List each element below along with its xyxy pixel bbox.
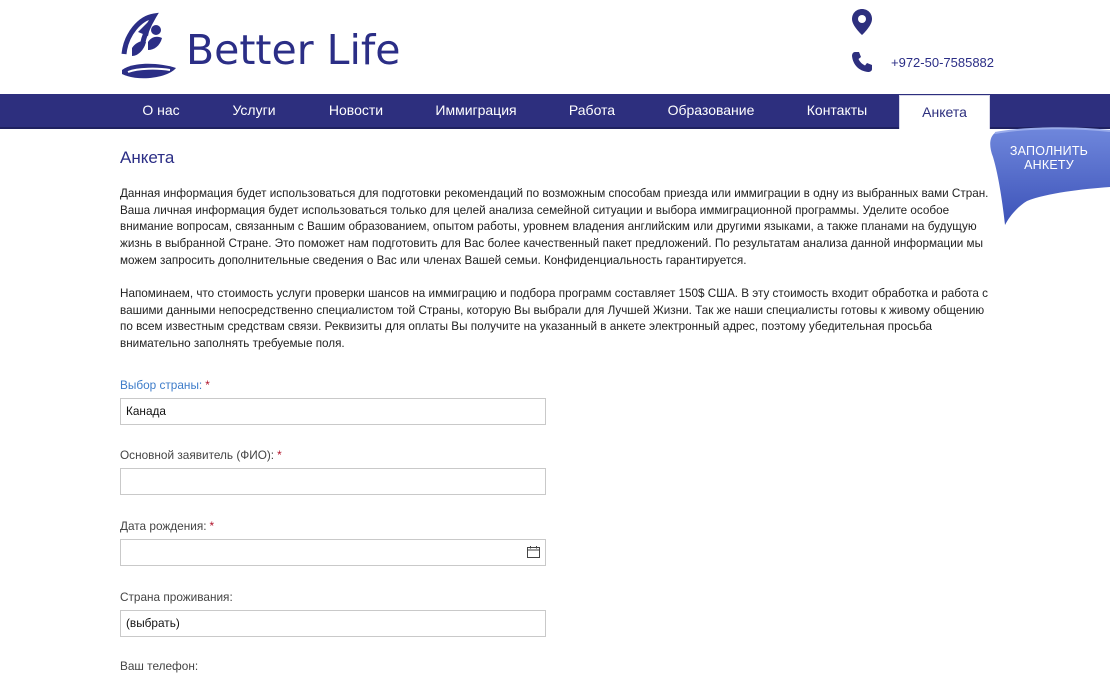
logo-emblem-icon <box>118 12 180 88</box>
residence-label: Страна проживания: <box>120 590 233 604</box>
birthdate-label-text: Дата рождения: <box>120 519 207 533</box>
nav-item-about[interactable]: О нас <box>142 102 180 118</box>
country-select[interactable]: Канада <box>120 398 546 425</box>
nav-item-questionnaire[interactable]: Анкета <box>899 95 990 129</box>
page-title: Анкета <box>120 148 175 167</box>
fill-questionnaire-badge[interactable] <box>987 127 1110 227</box>
calendar-icon[interactable] <box>527 546 540 558</box>
required-mark: * <box>205 378 210 392</box>
location-pin-icon[interactable] <box>850 8 874 36</box>
nav-item-work[interactable]: Работа <box>568 102 616 118</box>
birthdate-input[interactable] <box>120 539 546 566</box>
required-mark: * <box>277 448 282 462</box>
applicant-label-text: Основной заявитель (ФИО): <box>120 448 275 462</box>
phone-icon <box>850 50 874 74</box>
logo-text: Better Life <box>186 26 401 74</box>
applicant-name-input[interactable] <box>120 468 546 495</box>
country-label-text: Выбор страны: <box>120 378 203 392</box>
nav-item-immigration[interactable]: Иммиграция <box>435 102 517 118</box>
required-mark: * <box>209 519 215 533</box>
residence-select[interactable]: (выбрать) <box>120 610 546 637</box>
nav-item-education[interactable]: Образование <box>667 102 755 118</box>
phone-label: Ваш телефон: <box>120 659 199 673</box>
fill-questionnaire-label[interactable]: ЗАПОЛНИТЬ АНКЕТУ <box>1009 144 1089 172</box>
birthdate-label <box>120 519 214 533</box>
nav-item-contacts[interactable]: Контакты <box>806 102 868 118</box>
intro-paragraph: Данная информация будет использоваться для подготовки рекомендаций по возможным способам приезда или иммиграции в одну из выбранных вами Стран. Ваша личная информация будет использоваться только для целей анализа семейной ситуации и выбора иммиграционной программы. Уделите особое внимание вопросам, связанным с Вашим образованием, опытом работы, уровнем владения английским или другими языками, а также планами на будущую жизнь в выбранной Стране. Это поможет нам подготовить для Вас более качественный пакет предложений. По результатам анализа данной информации мы можем запросить дополнительные сведения о Вас или членах Вашей семьи. Конфиденциальность гарантируется. <box>120 187 989 267</box>
country-label <box>120 378 210 392</box>
logo[interactable] <box>118 12 401 88</box>
nav-item-services[interactable]: Услуги <box>232 102 276 118</box>
pricing-paragraph: Напоминаем, что стоимость услуги проверки шансов на иммиграцию и подбора программ составляет 150$ США. В эту стоимость входит обработка и работа с вашими данными непосредственно специалистом той Страны, которую Вы выбрали для Лучшей Жизни. Так же наши специалисты готовы к живому общению по всем известным средствам связи. Реквизиты для оплаты Вы получите на указанный в анкете электронный адрес, поэтому убедительная просьба внимательно заполнять требуемые поля. <box>120 287 988 351</box>
applicant-label <box>120 448 282 462</box>
nav-item-news[interactable]: Новости <box>328 102 384 118</box>
main-nav <box>0 94 1110 129</box>
site-header <box>0 0 1110 94</box>
phone-number-link[interactable]: +972-50-7585882 <box>891 55 995 70</box>
